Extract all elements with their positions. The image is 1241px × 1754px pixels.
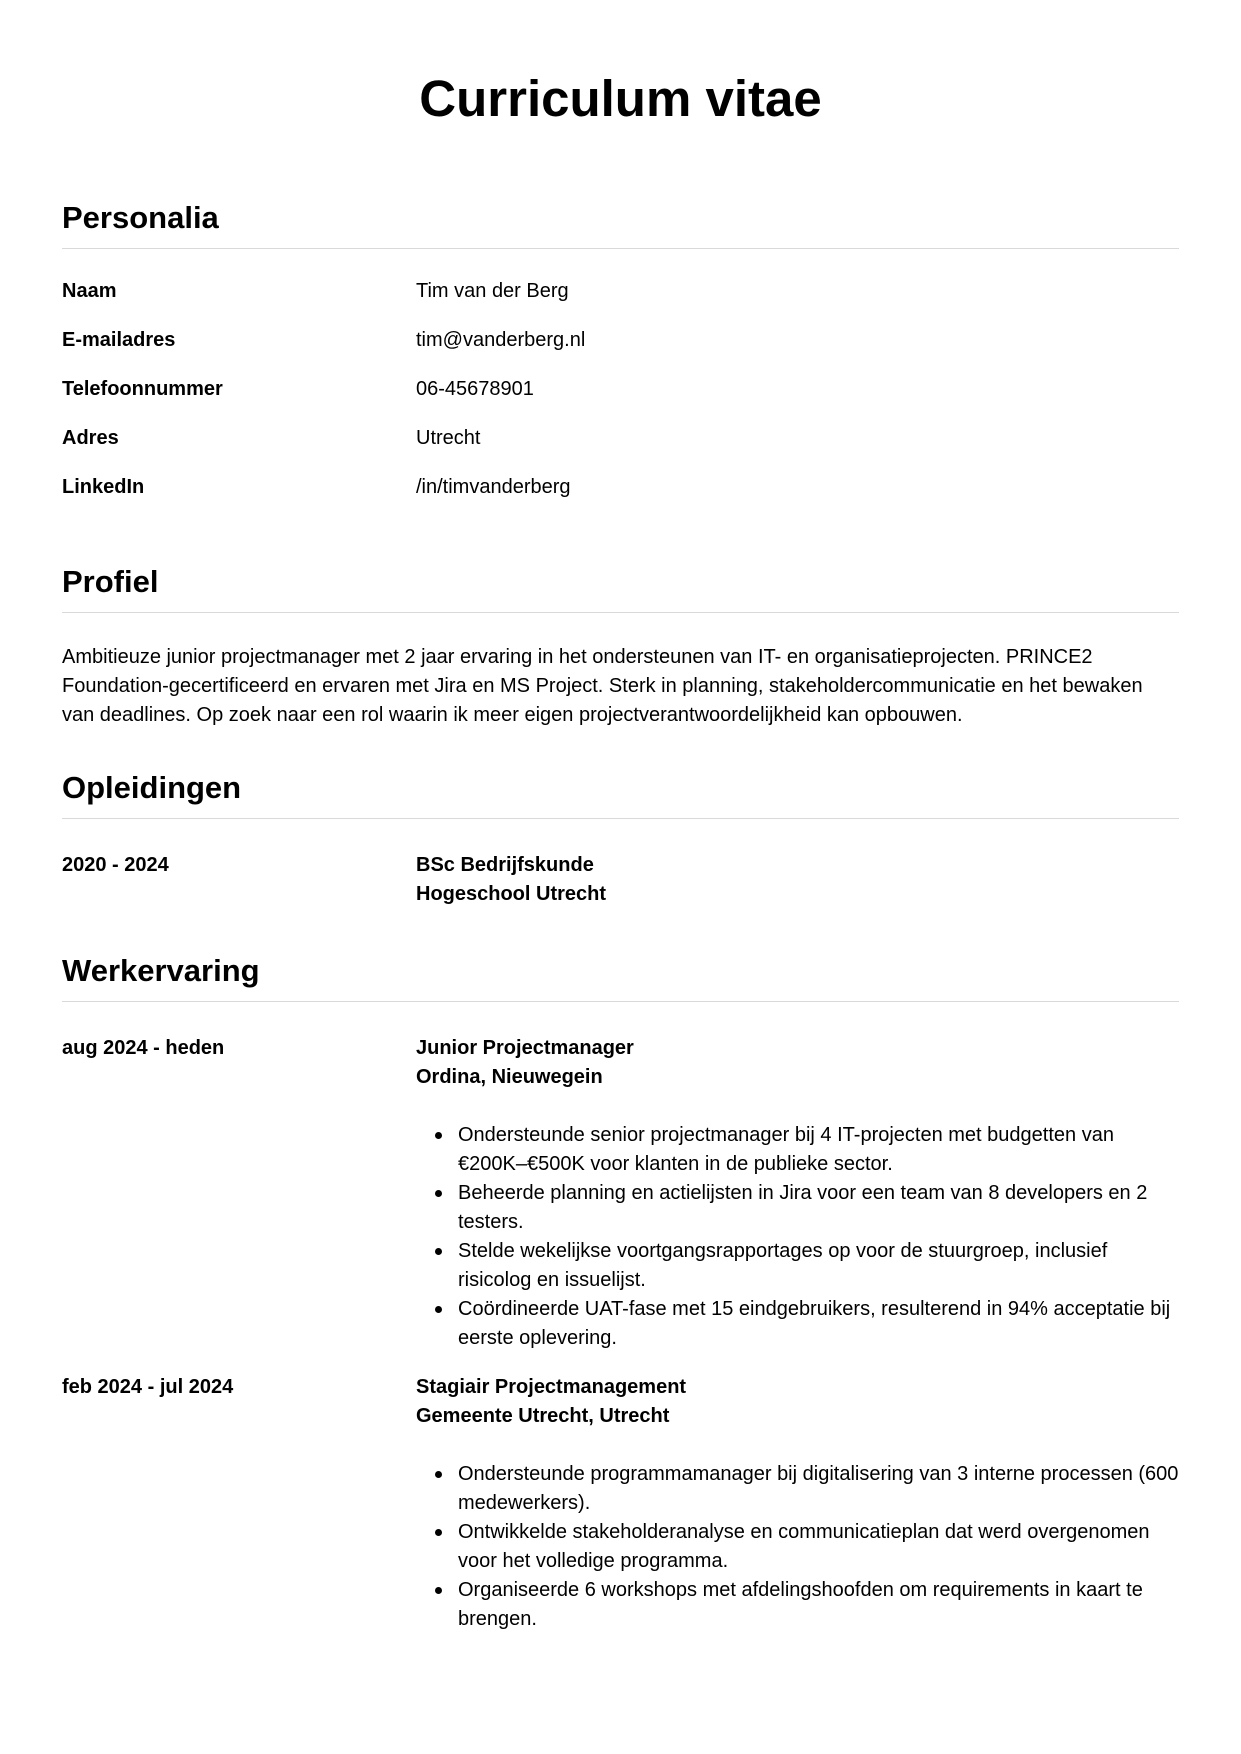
education-school: Hogeschool Utrecht bbox=[416, 883, 607, 905]
work-bullets bbox=[416, 1460, 1179, 1634]
personalia-value: Tim van der Berg bbox=[416, 280, 569, 302]
bullet-item: Ondersteunde programmamanager bij digitalisering van 3 interne processen (600 medewerkers). bbox=[458, 1460, 1179, 1518]
personalia-label: Telefoonnummer bbox=[62, 378, 223, 400]
personalia-row-adres bbox=[62, 424, 1179, 473]
personalia-label: E-mailadres bbox=[62, 329, 176, 351]
work-company: Ordina, Nieuwegein bbox=[416, 1066, 603, 1088]
work-period: feb 2024 - jul 2024 bbox=[62, 1376, 234, 1398]
personalia-value: tim@vanderberg.nl bbox=[416, 329, 586, 351]
bullet-item: Stelde wekelijkse voortgangsrapportages op voor de stuurgroep, inclusief risicolog en issuelijst. bbox=[458, 1237, 1179, 1295]
work-company: Gemeente Utrecht, Utrecht bbox=[416, 1405, 670, 1427]
education-details bbox=[416, 851, 1179, 909]
work-period: aug 2024 - heden bbox=[62, 1037, 225, 1059]
personalia-value: Utrecht bbox=[416, 427, 481, 449]
work-role: Junior Projectmanager bbox=[416, 1037, 634, 1059]
work-entry bbox=[62, 1002, 1179, 1353]
bullet-item: Organiseerde 6 workshops met afdelingshoofden om requirements in kaart te brengen. bbox=[458, 1576, 1179, 1634]
personalia-value: /in/timvanderberg bbox=[416, 476, 571, 498]
bullet-item: Coördineerde UAT-fase met 15 eindgebruikers, resulterend in 94% acceptatie bij eerste oplevering. bbox=[458, 1295, 1179, 1353]
personalia-value: 06-45678901 bbox=[416, 378, 534, 400]
personalia-row-linkedin bbox=[62, 473, 1179, 522]
section-heading-werkervaring: Werkervaring bbox=[62, 953, 1179, 1002]
section-heading-profiel: Profiel bbox=[62, 564, 1179, 613]
section-heading-opleidingen: Opleidingen bbox=[62, 770, 1179, 819]
section-heading-personalia: Personalia bbox=[62, 200, 1179, 249]
personalia-label: Naam bbox=[62, 280, 117, 302]
personalia-label: LinkedIn bbox=[62, 476, 145, 498]
education-entry bbox=[62, 819, 1179, 909]
work-details bbox=[416, 1034, 1179, 1353]
work-details bbox=[416, 1373, 1179, 1634]
personalia-row-telefoon bbox=[62, 375, 1179, 424]
personalia-label: Adres bbox=[62, 427, 119, 449]
work-bullets bbox=[416, 1121, 1179, 1353]
work-entry bbox=[62, 1353, 1179, 1634]
bullet-item: Beheerde planning en actielijsten in Jira voor een team van 8 developers en 2 testers. bbox=[458, 1179, 1179, 1237]
bullet-item: Ontwikkelde stakeholderanalyse en communicatieplan dat werd overgenomen voor het volledige programma. bbox=[458, 1518, 1179, 1576]
section-profiel bbox=[62, 564, 1179, 730]
personalia-list bbox=[62, 249, 1179, 522]
work-role: Stagiair Projectmanagement bbox=[416, 1376, 687, 1398]
bullet-item: Ondersteunde senior projectmanager bij 4 IT-projecten met budgetten van €200K–€500K voor klanten in de publieke sector. bbox=[458, 1121, 1179, 1179]
education-period: 2020 - 2024 bbox=[62, 854, 169, 876]
document-title: Curriculum vitae bbox=[419, 70, 822, 127]
section-opleidingen bbox=[62, 770, 1179, 909]
personalia-row-email bbox=[62, 326, 1179, 375]
profile-text: Ambitieuze junior projectmanager met 2 jaar ervaring in het ondersteunen van IT- en organisatieprojecten. PRINCE2 Foundation-gecertificeerd en ervaren met Jira en MS Project. Sterk in planning, stakeholdercommunicatie en het bewaken van deadlines. Op zoek naar een rol waarin ik meer eigen projectverantwoordelijkheid kan opbouwen. bbox=[62, 646, 1143, 726]
education-degree: BSc Bedrijfskunde bbox=[416, 854, 594, 876]
section-personalia bbox=[62, 200, 1179, 522]
section-werkervaring bbox=[62, 953, 1179, 1634]
personalia-row-naam bbox=[62, 277, 1179, 326]
